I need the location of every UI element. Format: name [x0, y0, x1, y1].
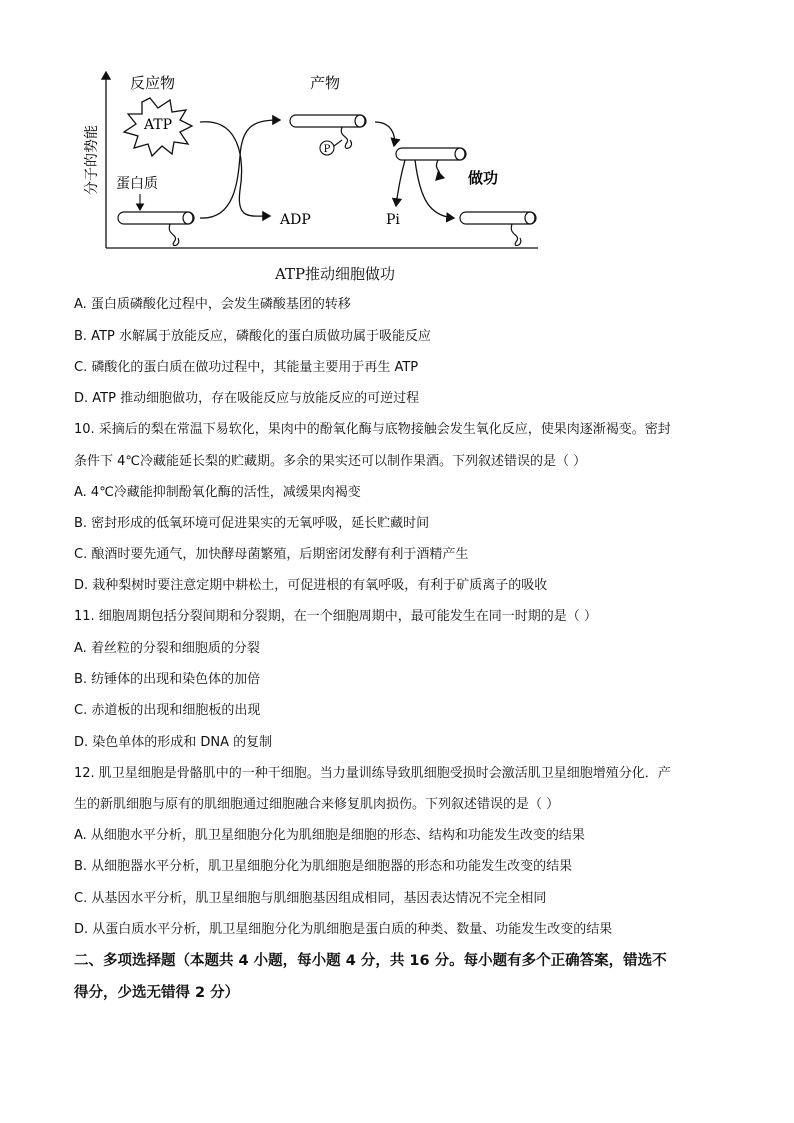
q12-option-c: C. 从基因水平分析，肌卫星细胞与肌细胞基因组成相同，基因表达情况不完全相同: [74, 891, 547, 906]
final-protein-icon: [460, 212, 536, 245]
q12-option-a: A. 从细胞水平分析，肌卫星细胞分化为肌细胞是细胞的形态、结构和功能发生改变的结果: [74, 828, 585, 843]
figure-caption: ATP推动细胞做功: [274, 265, 396, 283]
q12-stem-line2: 生的新肌细胞与原有的肌细胞通过细胞融合来修复肌肉损伤。下列叙述错误的是（ ）: [74, 797, 560, 812]
section2-heading-line2: 得分，少选无错得 2 分）: [74, 985, 240, 1001]
work-label: 做功: [468, 169, 499, 187]
q12-option-b: B. 从细胞器水平分析，肌卫星细胞分化为肌细胞是细胞器的形态和功能发生改变的结果: [74, 859, 573, 874]
q9-option-b: B. ATP 水解属于放能反应，磷酸化的蛋白质做功属于吸能反应: [74, 329, 431, 344]
adp-label: ADP: [280, 212, 311, 228]
section2-heading-line1: 二、多项选择题（本题共 4 小题，每小题 4 分，共 16 分。每小题有多个正确答案，错选不: [74, 953, 667, 969]
working-protein-icon: [396, 148, 466, 180]
q9-option-d: D. ATP 推动细胞做功，存在吸能反应与放能反应的可逆过程: [74, 391, 420, 406]
q10-option-d: D. 栽种梨树时要注意定期中耕松土，可促进根的有氧呼吸，有利于矿质离子的吸收: [74, 578, 548, 593]
q12-option-d: D. 从蛋白质水平分析，肌卫星细胞分化为肌细胞是蛋白质的种类、数量、功能发生改变的结果: [74, 922, 613, 937]
atp-work-figure: [70, 60, 560, 260]
q10-option-b: B. 密封形成的低氧环境可促进果实的无氧呼吸，延长贮藏时间: [74, 516, 430, 531]
pi-label: Pi: [386, 212, 400, 228]
q9-option-c: C. 磷酸化的蛋白质在做功过程中，其能量主要用于再生 ATP: [74, 360, 419, 375]
q12-stem-line1: 12. 肌卫星细胞是骨骼肌中的一种干细胞。当力量训练导致肌细胞受损时会激活肌卫星细胞增殖分化．产: [74, 766, 671, 781]
q11-option-a: A. 着丝粒的分裂和细胞质的分裂: [74, 641, 260, 656]
q10-stem-line2: 条件下 4℃冷藏能延长梨的贮藏期。多余的果实还可以制作果酒。下列叙述错误的是（ ）: [74, 454, 587, 469]
protein-cylinder-icon: [118, 212, 194, 245]
q11-option-d: D. 染色单体的形成和 DNA 的复制: [74, 735, 273, 750]
q10-stem-line1: 10. 采摘后的梨在常温下易软化，果肉中的酚氧化酶与底物接触会发生氧化反应，使果肉逐渐褐变。密封: [74, 422, 671, 437]
q11-stem: 11. 细胞周期包括分裂间期和分裂期，在一个细胞周期中，最可能发生在同一时期的是（ ）: [74, 609, 597, 624]
y-axis-label: 分子的势能: [84, 125, 100, 195]
q11-option-c: C. 赤道板的出现和细胞板的出现: [74, 703, 261, 718]
atp-label: ATP: [143, 117, 173, 133]
protein-label: 蛋白质: [116, 176, 158, 192]
q10-option-a: A. 4℃冷藏能抑制酚氧化酶的活性，减缓果肉褐变: [74, 485, 361, 500]
reactant-label: 反应物: [130, 74, 176, 92]
phosphate-label: P: [323, 144, 331, 155]
product-label: 产物: [310, 74, 341, 92]
q11-option-b: B. 纺锤体的出现和染色体的加倍: [74, 672, 261, 687]
q10-option-c: C. 酿酒时要先通气，加快酵母菌繁殖，后期密闭发酵有利于酒精产生: [74, 547, 469, 562]
q9-option-a: A. 蛋白质磷酸化过程中，会发生磷酸基团的转移: [74, 297, 351, 312]
atp-diagram: [70, 60, 560, 260]
